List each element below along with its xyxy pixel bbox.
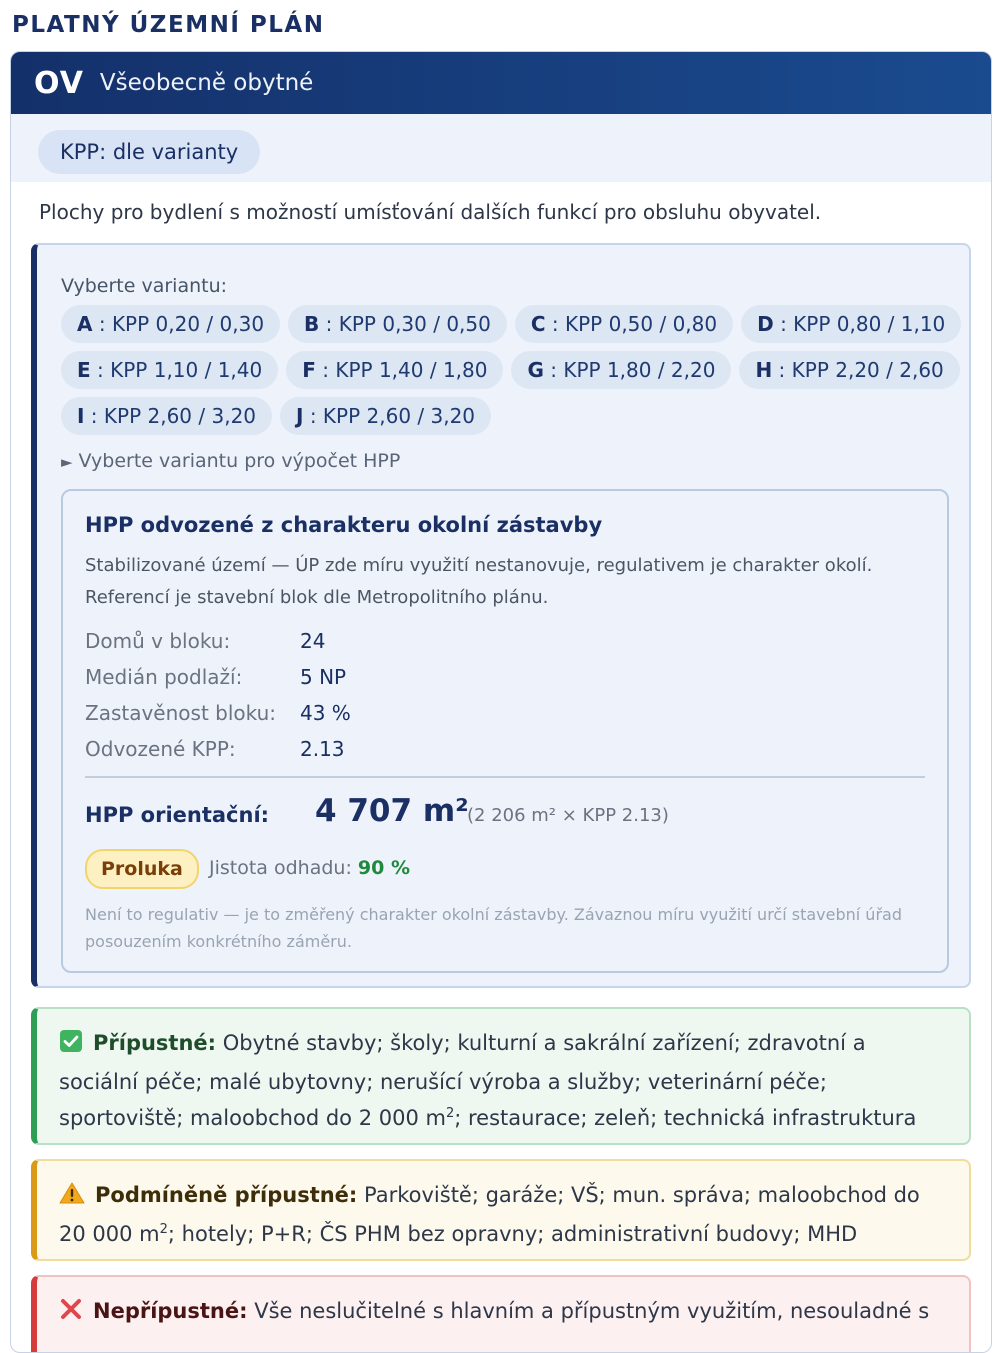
variant-letter: A — [77, 312, 93, 336]
hpp-panel — [61, 489, 949, 973]
variant-label: : KPP 1,10 / 1,40 — [90, 358, 263, 382]
hpp-title: HPP odvozené z charakteru okolní zástavby — [85, 513, 603, 537]
rule-forbidden-label: Nepřípustné: — [93, 1299, 248, 1323]
zone-card — [10, 51, 992, 1353]
stat-value: 5 NP — [300, 665, 347, 689]
variant-row — [61, 351, 961, 397]
variant-label: : KPP 2,60 / 3,20 — [84, 404, 257, 428]
proluka-badge: Proluka — [85, 849, 199, 889]
page-title: PLATNÝ ÚZEMNÍ PLÁN — [12, 12, 325, 38]
variant-hint-text: Vyberte variantu pro výpočet HPP — [78, 450, 401, 472]
variant-letter: E — [77, 358, 91, 382]
variant-letter: D — [757, 312, 774, 336]
variant-letter: H — [755, 358, 773, 382]
variant-label: : KPP 2,60 / 3,20 — [303, 404, 476, 428]
stat-row — [85, 695, 351, 731]
kpp-badge: KPP: dle varianty — [38, 130, 260, 174]
rule-forbidden-text: Vše neslučitelné s hlavním a přípustným využitím, nesouladné s — [247, 1299, 930, 1323]
variant-chip-f[interactable] — [286, 351, 503, 389]
variant-row — [61, 397, 961, 443]
hpp-note: Není to regulativ — je to změřený charakter okolní zástavby. Závaznou míru využití určí stavební úřad posouzením konkrétního záměru. — [85, 905, 902, 951]
variant-prompt: Vyberte variantu: — [61, 275, 228, 297]
variant-hint — [61, 450, 400, 472]
stat-value: 43 % — [300, 701, 351, 725]
warning-icon — [59, 1180, 85, 1216]
rule-conditional-text: Parkoviště; garáže; VŠ; mun. správa; maloobchod do 20 000 m — [59, 1183, 920, 1246]
variant-letter: G — [527, 358, 544, 382]
variant-chip-b[interactable] — [288, 305, 507, 343]
variant-chip-j[interactable] — [280, 397, 491, 435]
rule-conditional-text-end: ; hotely; P+R; ČS PHM bez opravny; administrativní budovy; MHD — [167, 1222, 858, 1246]
variant-letter: F — [302, 358, 316, 382]
stat-value: 2.13 — [300, 737, 345, 761]
hpp-result-value: 4 707 m² — [315, 793, 469, 829]
variant-chip-e[interactable] — [61, 351, 278, 389]
hpp-result-label: HPP orientační: — [85, 803, 270, 827]
variant-label: : KPP 1,80 / 2,20 — [543, 358, 716, 382]
variant-chip-g[interactable] — [511, 351, 731, 389]
variant-row — [61, 305, 961, 351]
play-arrow-icon: ► — [61, 453, 73, 471]
stat-row — [85, 731, 351, 767]
zone-description: Plochy pro bydlení s možností umísťování dalších funkcí pro obsluhu obyvatel. — [39, 200, 822, 224]
superscript: 2 — [445, 1106, 455, 1121]
rule-conditional-label: Podmíněně přípustné: — [95, 1183, 358, 1207]
rule-allowed-label: Přípustné: — [93, 1031, 217, 1055]
variant-label: : KPP 0,50 / 0,80 — [545, 312, 718, 336]
variant-panel — [31, 243, 971, 988]
hpp-stats — [85, 623, 351, 767]
rule-allowed-text: Obytné stavby; školy; kulturní a sakrální zařízení; zdravotní a sociální péče; malé ubytovny; nerušící výroba a služby; veterinární péče; sportoviště; maloobchod do 2 000 m — [59, 1031, 866, 1130]
rule-allowed-text-end: ; restaurace; zeleň; technická infrastruktura — [454, 1106, 917, 1130]
cross-icon — [59, 1296, 83, 1332]
rule-forbidden — [31, 1275, 971, 1353]
variant-letter: I — [77, 404, 85, 428]
check-box-icon — [59, 1028, 83, 1064]
divider — [85, 776, 925, 778]
stat-label: Odvozené KPP: — [85, 737, 236, 761]
stat-row — [85, 659, 351, 695]
zone-name: Všeobecně obytné — [99, 70, 314, 96]
variant-letter: C — [530, 312, 546, 336]
stat-value: 24 — [300, 629, 326, 653]
variant-label: : KPP 1,40 / 1,80 — [315, 358, 488, 382]
hpp-description: Stabilizované území — ÚP zde míru využití nestanovuje, regulativem je charakter okolí. Referencí je stavební blok dle Metropolitního plánu. — [85, 555, 873, 608]
variant-grid — [61, 305, 961, 443]
variant-letter: J — [296, 404, 304, 428]
rule-allowed — [31, 1007, 971, 1145]
variant-letter: B — [304, 312, 320, 336]
variant-chip-h[interactable] — [739, 351, 959, 389]
variant-chip-c[interactable] — [515, 305, 733, 343]
confidence — [209, 857, 410, 879]
stat-row — [85, 623, 351, 659]
variant-chip-a[interactable] — [61, 305, 280, 343]
zone-header — [11, 52, 991, 114]
rule-conditional — [31, 1159, 971, 1261]
variant-chip-i[interactable] — [61, 397, 272, 435]
kpp-strip — [11, 114, 991, 182]
stat-label: Zastavěnost bloku: — [85, 701, 277, 725]
variant-chip-d[interactable] — [741, 305, 961, 343]
hpp-result-formula: (2 206 m² × KPP 2.13) — [467, 805, 669, 826]
variant-label: : KPP 0,80 / 1,10 — [773, 312, 946, 336]
confidence-value: 90 % — [357, 857, 411, 879]
variant-label: : KPP 0,30 / 0,50 — [319, 312, 491, 336]
zone-code: OV — [34, 65, 84, 101]
variant-label: : KPP 2,20 / 2,60 — [772, 358, 944, 382]
confidence-label: Jistota odhadu: — [209, 857, 352, 879]
stat-label: Domů v bloku: — [85, 629, 231, 653]
variant-label: : KPP 0,20 / 0,30 — [92, 312, 265, 336]
stat-label: Medián podlaží: — [85, 665, 243, 689]
superscript: 2 — [159, 1222, 168, 1237]
